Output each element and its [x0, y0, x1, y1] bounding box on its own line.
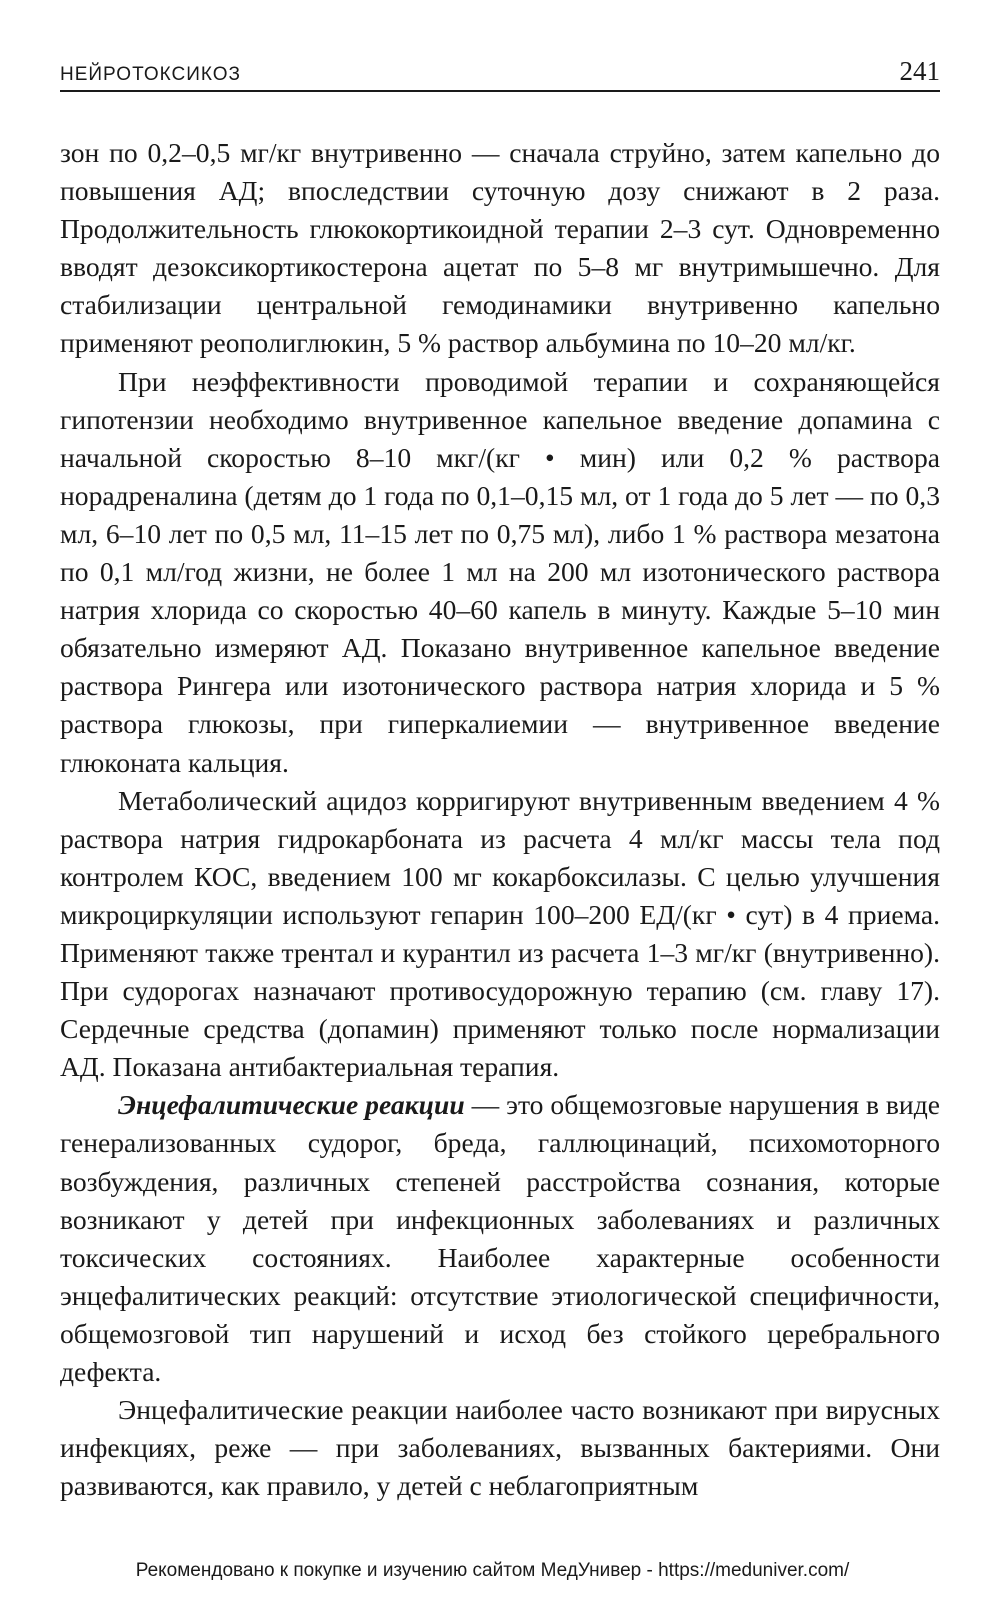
page-number: 241: [899, 56, 940, 86]
paragraph-metabolic-acidosis: Метаболический ацидоз корригируют внутривенным введением 4 % раствора натрия гидрокарбоната из расчета 4 мл/кг массы тела под контролем КОС, введением 100 мг кокарбоксилазы. С целью улучшения микроциркуляции используют гепарин 100–200 ЕД/(кг • сут) в 4 приема. Применяют также трентал и курантил из расчета 1–3 мг/кг (внутривенно). При судорогах назначают противосудорожную терапию (см. главу 17). Сердечные средства (допамин) применяют только после нормализации АД. Показана антибактериальная терапия.: [60, 784, 940, 1083]
paragraph-continued: зон по 0,2–0,5 мг/кг внутривенно — сначала струйно, затем капельно до повышения АД; впоследствии суточную дозу снижают в 2 раза. Продолжительность глюкокортикоидной терапии 2–3 сут. Одновременно вводят дезоксикортикостерона ацетат по 5–8 мг внутримышечно. Для стабилизации центральной гемодинамики внутривенно капельно применяют реополиглюкин, 5 % раствор альбумина по 10–20 мл/кг.: [60, 137, 940, 359]
body-text: [60, 134, 940, 1505]
term-encephalitic-reactions: Энцефалитические реакции: [118, 1089, 465, 1121]
paragraph-encephalitic-occurrence: Энцефалитические реакции наиболее часто возникают при вирусных инфекциях, реже — при заболеваниях, вызванных бактериями. Они развиваются, как правило, у детей с неблагоприятным: [60, 1394, 940, 1502]
footer-watermark: Рекомендовано к покупке и изучению сайтом МедУнивер - https://meduniver.com/: [135, 1560, 850, 1581]
paragraph-hypotension-therapy: При неэффективности проводимой терапии и сохраняющейся гипотензии необходимо внутривенное капельное введение допамина с начальной скоростью 8–10 мкг/(кг • мин) или 0,2 % раствора норадреналина (детям до 1 года по 0,1–0,15 мл, от 1 года до 5 лет — по 0,3 мл, 6–10 лет по 0,5 мл, 11–15 лет по 0,75 мл), либо 1 % раствора мезатона по 0,1 мл/год жизни, не более 1 мл на 200 мл изотонического раствора натрия хлорида со скоростью 40–60 капель в минуту. Каждые 5–10 мин обязательно измеряют АД. Показано внутривенное капельное введение раствора Рингера или изотонического раствора натрия хлорида и 5 % раствора глюкозы, при гиперкалиемии — внутривенное введение глюконата кальция.: [60, 365, 940, 778]
running-title: НЕЙРОТОКСИКОЗ: [60, 64, 241, 85]
paragraph-encephalitic-text: — это общемозговые нарушения в виде генерализованных судорог, бреда, галлюцинаций, психомоторного возбуждения, различных степеней расстройства сознания, которые возникают у детей при инфекционных заболеваниях и различных токсических состояниях. Наиболее характерные особенности энцефалитических реакций: отсутствие этиологической специфичности, общемозговой тип нарушений и исход без стойкого церебрального дефекта.: [60, 1089, 940, 1387]
paragraph-encephalitic-reactions: [60, 1086, 940, 1391]
page-header: [60, 56, 940, 92]
